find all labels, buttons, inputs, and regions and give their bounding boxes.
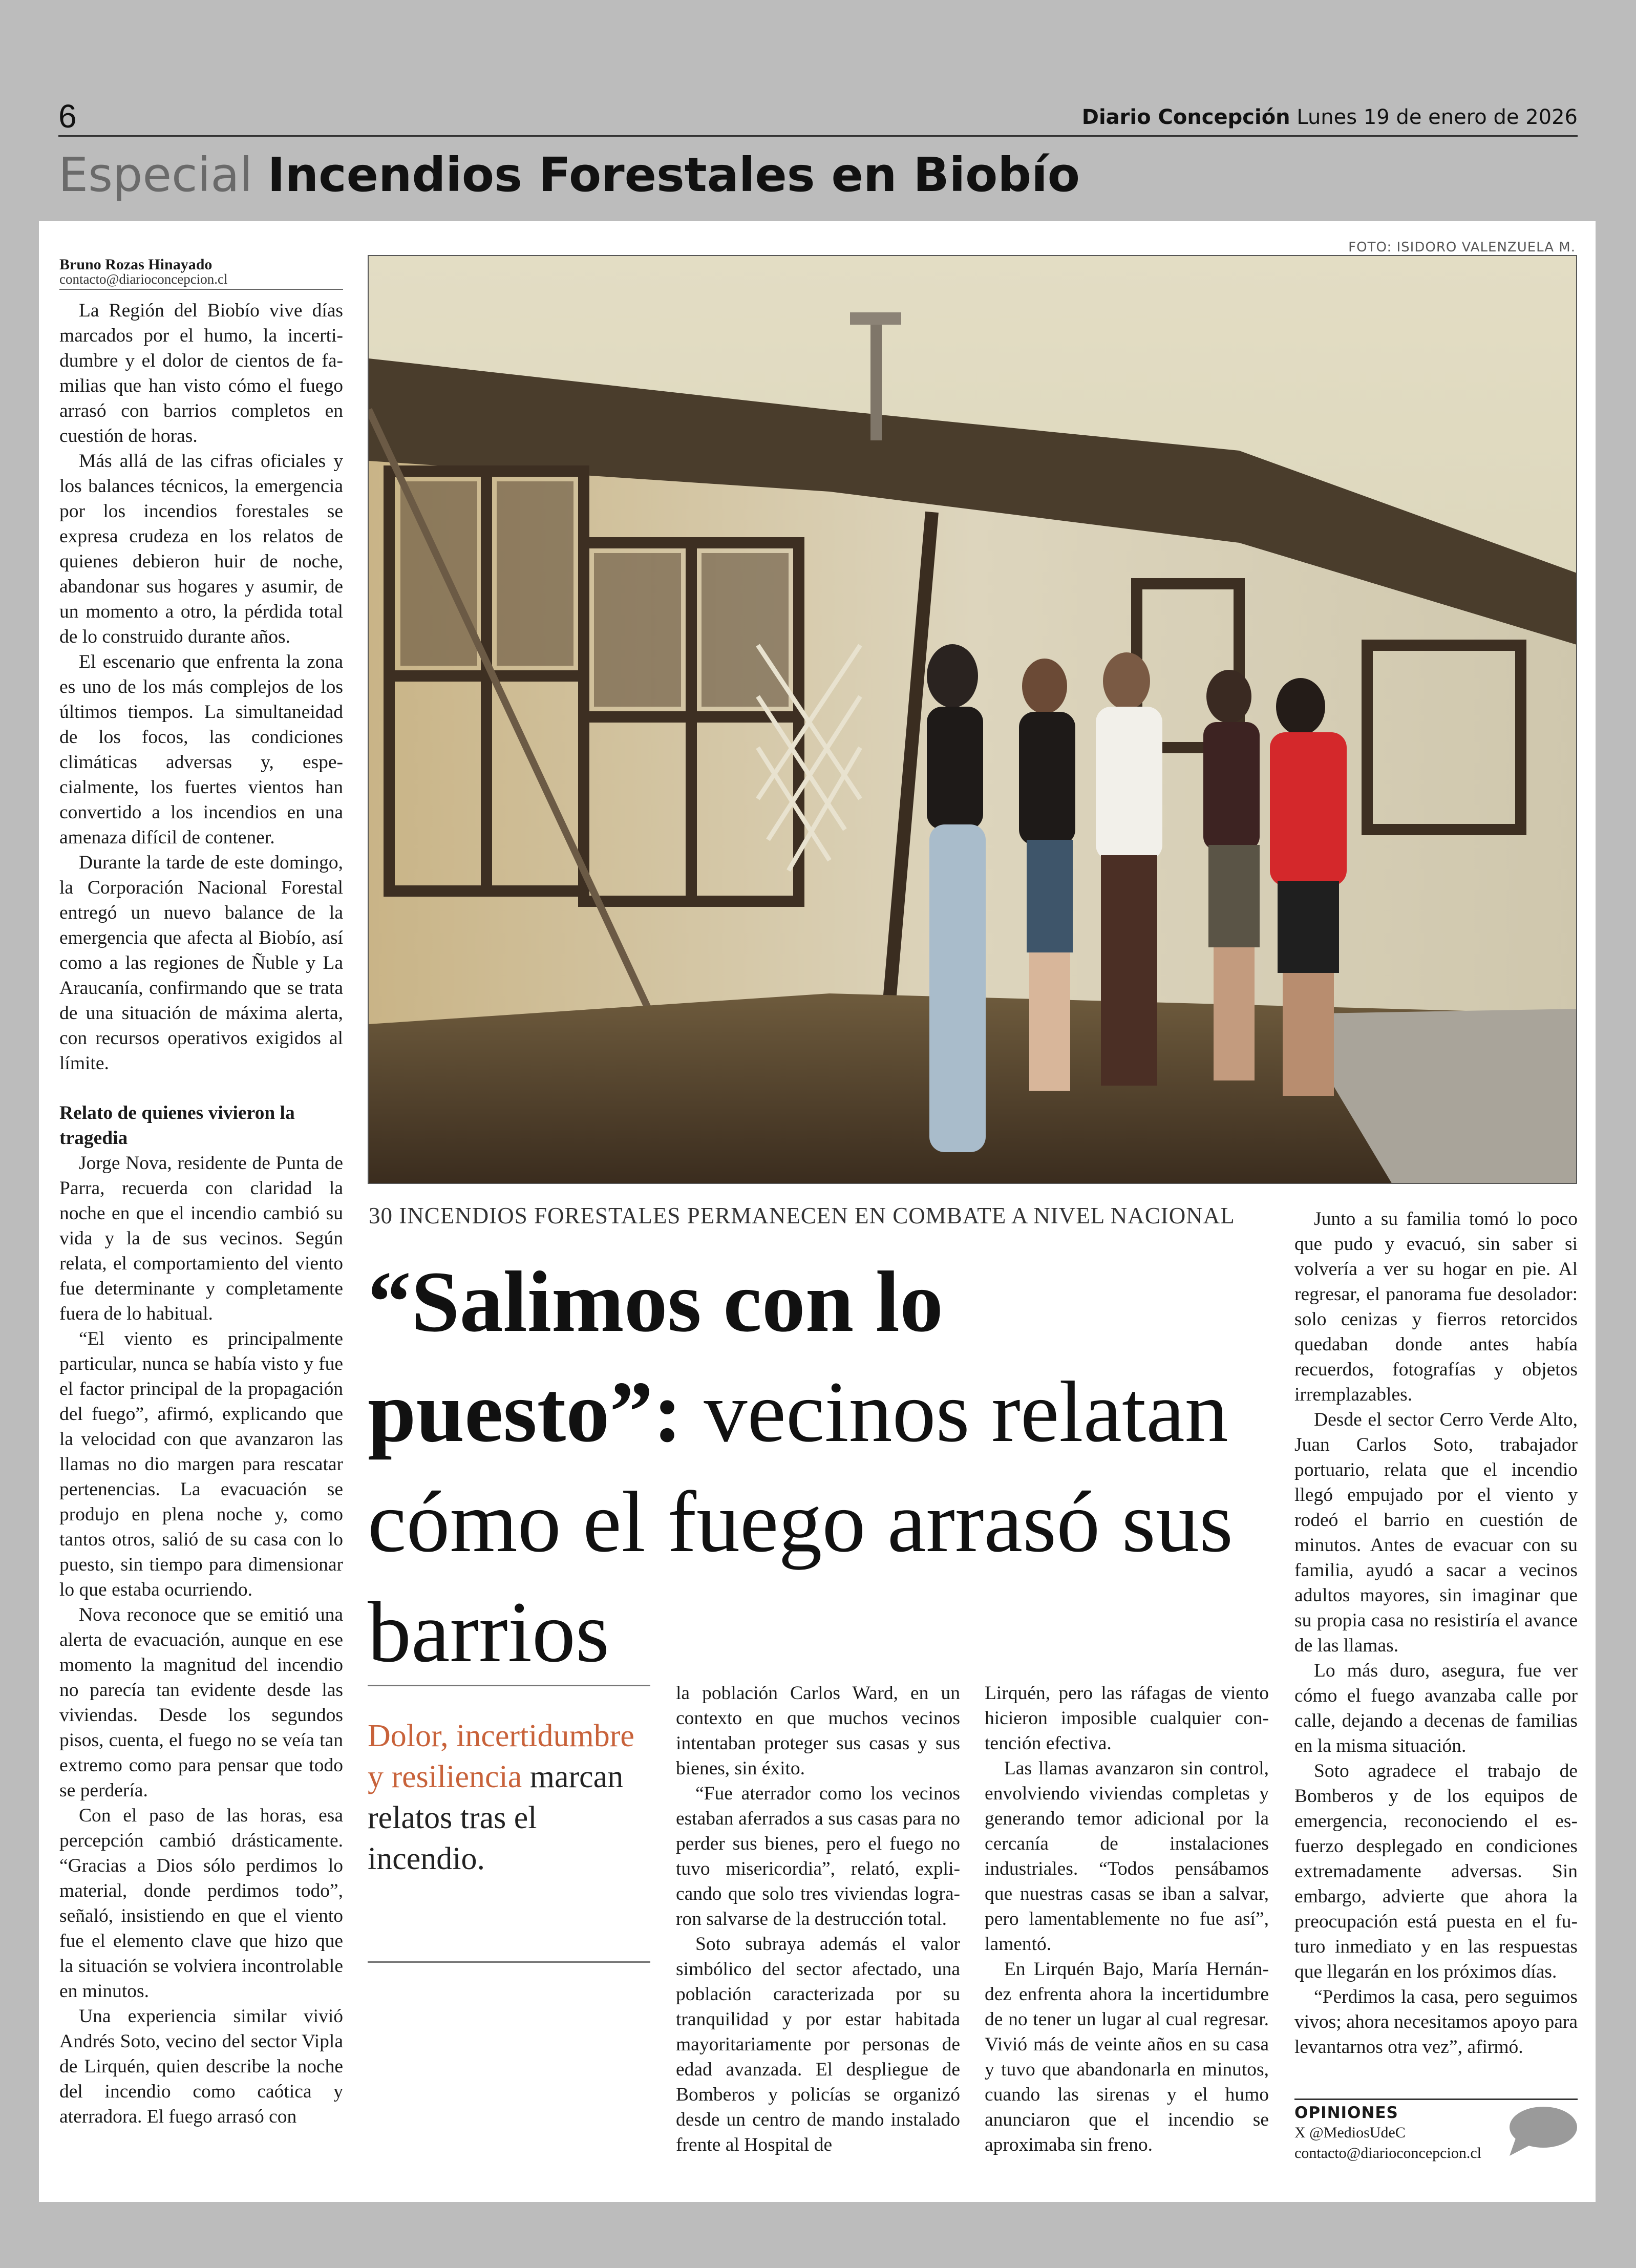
dek-accent: Dolor, incertidumbre y resiliencia (368, 1719, 634, 1794)
section-heading (58, 147, 1080, 202)
paragraph: la población Carlos Ward, en un contexto en que muchos vecinos intentaban proteger sus casas y sus bienes, sin éxito. (676, 1683, 960, 1779)
header-rule (58, 135, 1578, 137)
paragraph: Nova reconoce que se emitió una alerta de evacuación, aunque en ese momento la magnitud del incendio no parecía tan evidente desde las viviendas. Desde los segundos pisos, cuenta, el fuego no se veía tan extremo como para pensar que todo se perdería. (59, 1604, 343, 1801)
headline-bold: “Salimos con lo puesto”: (368, 1254, 944, 1460)
paragraph: Junto a su familia tomó lo poco que pudo y evacuó, sin saber si volvería a ver su hogar en pie. Al regresar, el panorama fue desolador: solo cenizas y fierros retorcidos quedaban donde antes había recuerdos, fotografías y objetos irremplazables. (1294, 1209, 1578, 1405)
paragraph: Más allá de las cifras oficiales y los balances técnicos, la emergencia por los incendios forestales se expresa crudeza en los relatos de quienes debieron huir de noche, abandonar sus hogares y asumir, de un momento a otro, la pérdida total de lo construido durante años. (59, 451, 343, 647)
dek (368, 1715, 654, 1879)
paragraph: “El viento es principalmente particular, nunca se había visto y fue el factor principal de la propagación del fuego”, afirmó, explicando que la velocidad con que avanzaron las llamas no dio margen para rescatar pertenencias. La evacuación se produjo en plena noche y, como tantos otros, salió de su casa con lo puesto, sin tiempo para dimensionar lo que estaba ocurriendo. (59, 1328, 343, 1600)
section-title: Incendios Forestales en Biobío (267, 147, 1080, 202)
issue-date: Lunes 19 de enero de 2026 (1297, 105, 1578, 129)
opinions-title: OPINIONES (1294, 2104, 1398, 2122)
column-3 (676, 1681, 960, 2157)
subhead: Relato de quienes vivieron la tragedia (59, 1103, 295, 1149)
paragraph: Soto subraya además el valor simbólico del sector afectado, una población caracterizada por su tranquilidad y por estar habitada mayoritariamente por personas de edad avanzada. El despliegue de Bomberos y policías se organizó desde un centro de mando instalado frente al Hospital de (676, 1934, 960, 2155)
column-1 (59, 298, 343, 2129)
paragraph: Jorge Nova, residente de Punta de Parra, recuerda con claridad la noche en que el incendio cambió su vida y la de sus vecinos. Según relata, el comportamiento del viento fue determinante y completamente fuera de lo habitual. (59, 1153, 343, 1324)
page-number: 6 (58, 98, 77, 135)
paragraph: Las llamas avanzaron sin control, envolviendo viviendas completas y generando temor adicional por la cercanía de instalaciones industriales. “Todos pensábamos que nuestras casas se iban a salvar, pero lamentablemente no fue así”, lamentó. (985, 1758, 1269, 1955)
kicker: 30 INCENDIOS FORESTALES PERMANECEN EN COMBATE A NIVEL NACIONAL (369, 1203, 1235, 1228)
paragraph: La Región del Biobío vive días marcados por el humo, la incertidumbre y el dolor de cientos de familias que han visto cómo el fuego arrasó con barrios completos en cuestión de horas. (59, 300, 343, 447)
paragraph: Durante la tarde de este domingo, la Corporación Nacional Forestal entregó un nuevo balance de la emergencia que afecta al Biobío, así como a las regiones de Ñuble y La Araucanía, confirmando que se trata de una situación de máxima alerta, con recursos operativos exigidos al límite. (59, 852, 343, 1074)
opinions-handle: X @MediosUdeC (1294, 2124, 1406, 2141)
byline-email: contacto@diarioconcepcion.cl (59, 271, 228, 287)
paragraph: Soto agradece el trabajo de Bomberos y de los equipos de emergencia, reconociendo el esfuerzo desplegado en condiciones extremadamente adversas. Sin embargo, advierte que ahora la preocupación está puesta en el futuro inmediato y en las respuestas que llegarán en los próximos días. (1294, 1761, 1578, 1982)
headline (368, 1247, 1264, 1687)
paragraph: Desde el sector Cerro Verde Alto, Juan Carlos Soto, trabajador portuario, relata que el incendio llegó empujado por el viento y rodeó el barrio en cuestión de minutos. Antes de evacuar con su familia, ayudó a sacar a vecinos adultos mayores, sin imaginar que su propia casa no resistiría el avance de las llamas. (1294, 1409, 1578, 1656)
paragraph: “Perdimos la casa, pero seguimos vivos; ahora necesitamos apoyo para levantarnos otra vez”, afirmó. (1294, 1986, 1578, 2058)
paragraph: Lo más duro, asegura, fue ver cómo el fuego avanzaba calle por calle, dejando a decenas de familias en la misma situación. (1294, 1660, 1578, 1756)
photo-credit: FOTO: ISIDORO VALENZUELA M. (1348, 240, 1576, 255)
dek-regular: marcan relatos tras el incendio. (368, 1760, 624, 1876)
section-label: Especial (58, 147, 253, 202)
paragraph: El escenario que enfrenta la zona es uno de los más complejos de los últimos tiempos. La simultaneidad de los focos, las condiciones climáticas adversas y, especialmente, los fuertes vientos han convertido a los incendios en una amenaza difícil de contener. (59, 651, 343, 848)
burned-house-photo-illustration (369, 256, 1577, 1184)
speech-bubble-icon (1504, 2105, 1578, 2160)
paragraph: Con el paso de las horas, esa percepción cambió drásticamente. “Gracias a Dios sólo perdimos lo material, donde perdimos todo”, señaló, insistiendo en que el viento fue el elemento clave que hizo que la situación se volviera incontrolable en minutos. (59, 1805, 343, 2002)
paragraph: Lirquén, pero las ráfagas de viento hicieron imposible cualquier contención efectiva. (985, 1683, 1269, 1754)
dek-rule-bottom (368, 1961, 650, 1963)
byline-rule (59, 289, 343, 290)
paragraph: “Fue aterrador como los vecinos estaban aferrados a sus casas para no perder sus bienes, pero el fuego no tuvo misericordia”, relató, explicando que solo tres viviendas lograron salvarse de la destrucción total. (676, 1783, 960, 1930)
column-4 (985, 1681, 1269, 2157)
masthead (1082, 105, 1578, 129)
newspaper-name: Diario Concepción (1081, 105, 1290, 129)
opinions-rule (1294, 2099, 1578, 2100)
lead-photo (368, 255, 1577, 1184)
dek-rule-top (368, 1685, 650, 1686)
paragraph: Una experiencia similar vivió Andrés Soto, vecino del sector Vipla de Lirquén, quien describe la noche del incendio como caótica y aterradora. El fuego arrasó con (59, 2006, 343, 2127)
paragraph: En Lirquén Bajo, María Hernández enfrenta ahora la incertidumbre de no tener un lugar al cual regresar. Vivió más de veinte años en su casa y tuvo que abandonarla en minutos, cuando las sirenas y el humo anunciaron que el incendio se aproximaba sin freno. (985, 1959, 1269, 2155)
opinions-email: contacto@diarioconcepcion.cl (1294, 2145, 1481, 2161)
column-5 (1294, 1206, 1578, 2060)
headline-regular: vecinos relatan cómo el fuego arrasó sus barrios (368, 1364, 1234, 1680)
byline-author: Bruno Rozas Hinayado (59, 256, 213, 273)
